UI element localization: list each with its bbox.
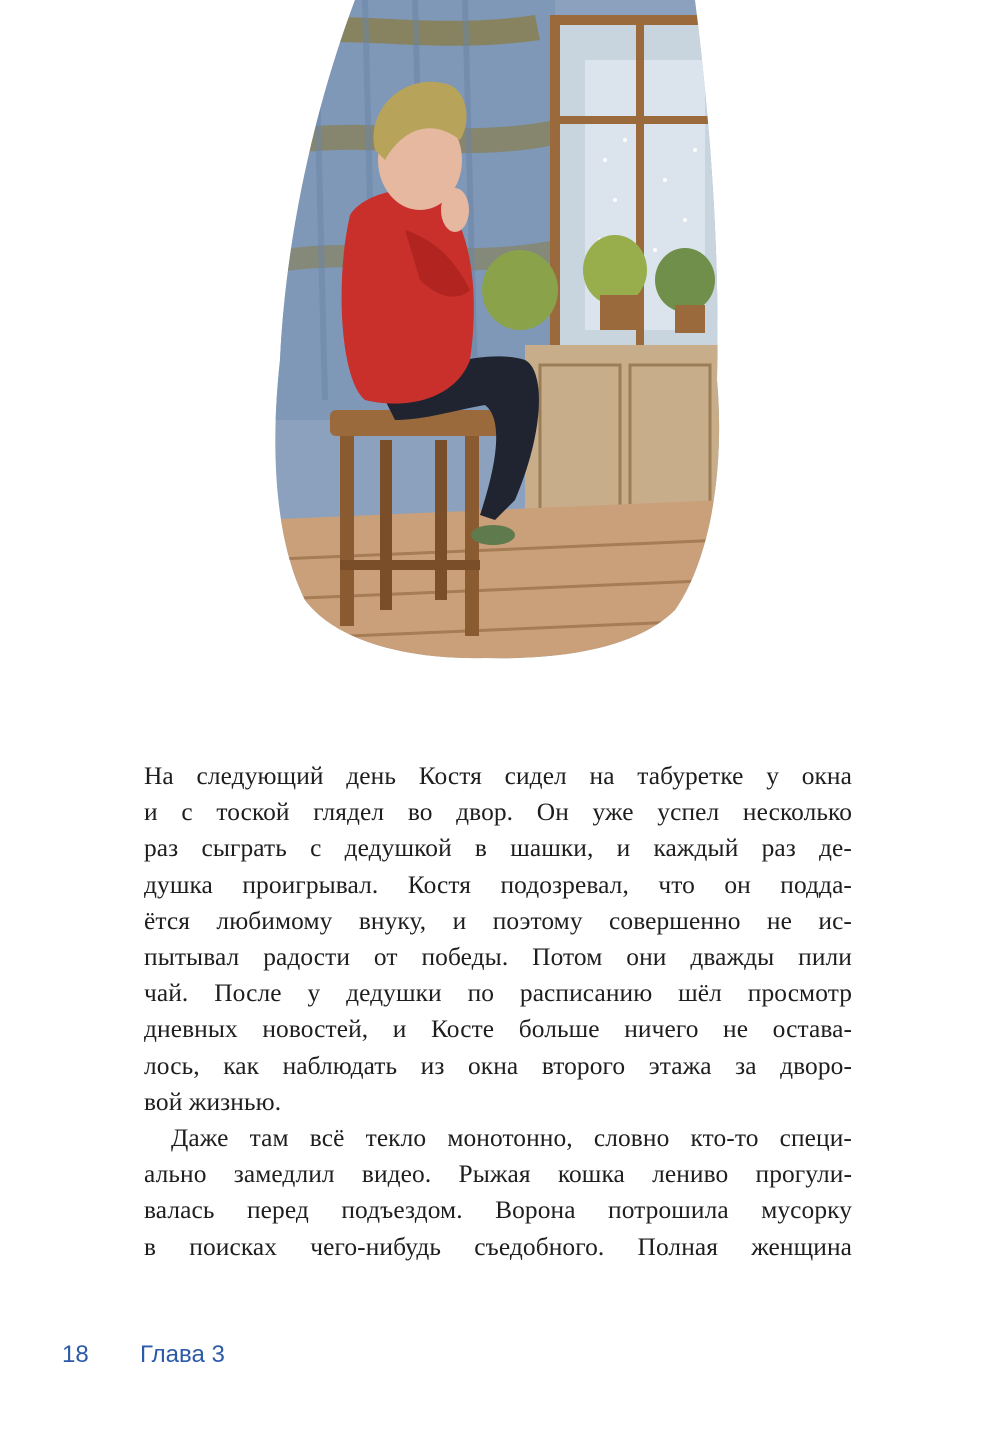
text-line: душка проигрывал. Костя подозревал, что он подда- [144,870,852,899]
page-footer [62,1340,225,1370]
text-line: чай. После у дедушки по расписанию шёл просмотр [144,979,852,1008]
paragraph-2 [144,1120,852,1265]
text-line: ётся любимому внуку, и поэтому совершенно не ис- [144,906,852,935]
illustration [255,0,725,665]
page-number: 18 [62,1341,89,1368]
chapter-text [144,758,852,1265]
text-line: валась перед подъездом. Ворона потрошила мусорку [144,1196,852,1225]
chapter-title: Глава 3 [140,1341,225,1368]
paragraph-1 [144,758,852,1120]
text-line: ально замедлил видео. Рыжая кошка лениво прогули- [144,1160,852,1189]
boy-at-window-illustration [255,0,725,665]
text-line: лось, как наблюдать из окна второго этажа за дворо- [144,1051,852,1080]
text-line: Даже там всё текло монотонно, словно кто-то специ- [171,1124,852,1153]
text-line: раз сыграть с дедушкой в шашки, и каждый раз де- [144,834,852,863]
text-line: вой жизнью. [144,1087,282,1116]
text-line: и с тоской глядел во двор. Он уже успел несколько [144,798,852,827]
text-line: дневных новостей, и Косте больше ничего не остава- [144,1015,852,1044]
text-line: На следующий день Костя сидел на табуретке у окна [144,762,852,790]
text-line: в поисках чего-нибудь съедобного. Полная женщина [144,1232,852,1261]
text-line: пытывал радости от победы. Потом они дважды пили [144,943,852,972]
